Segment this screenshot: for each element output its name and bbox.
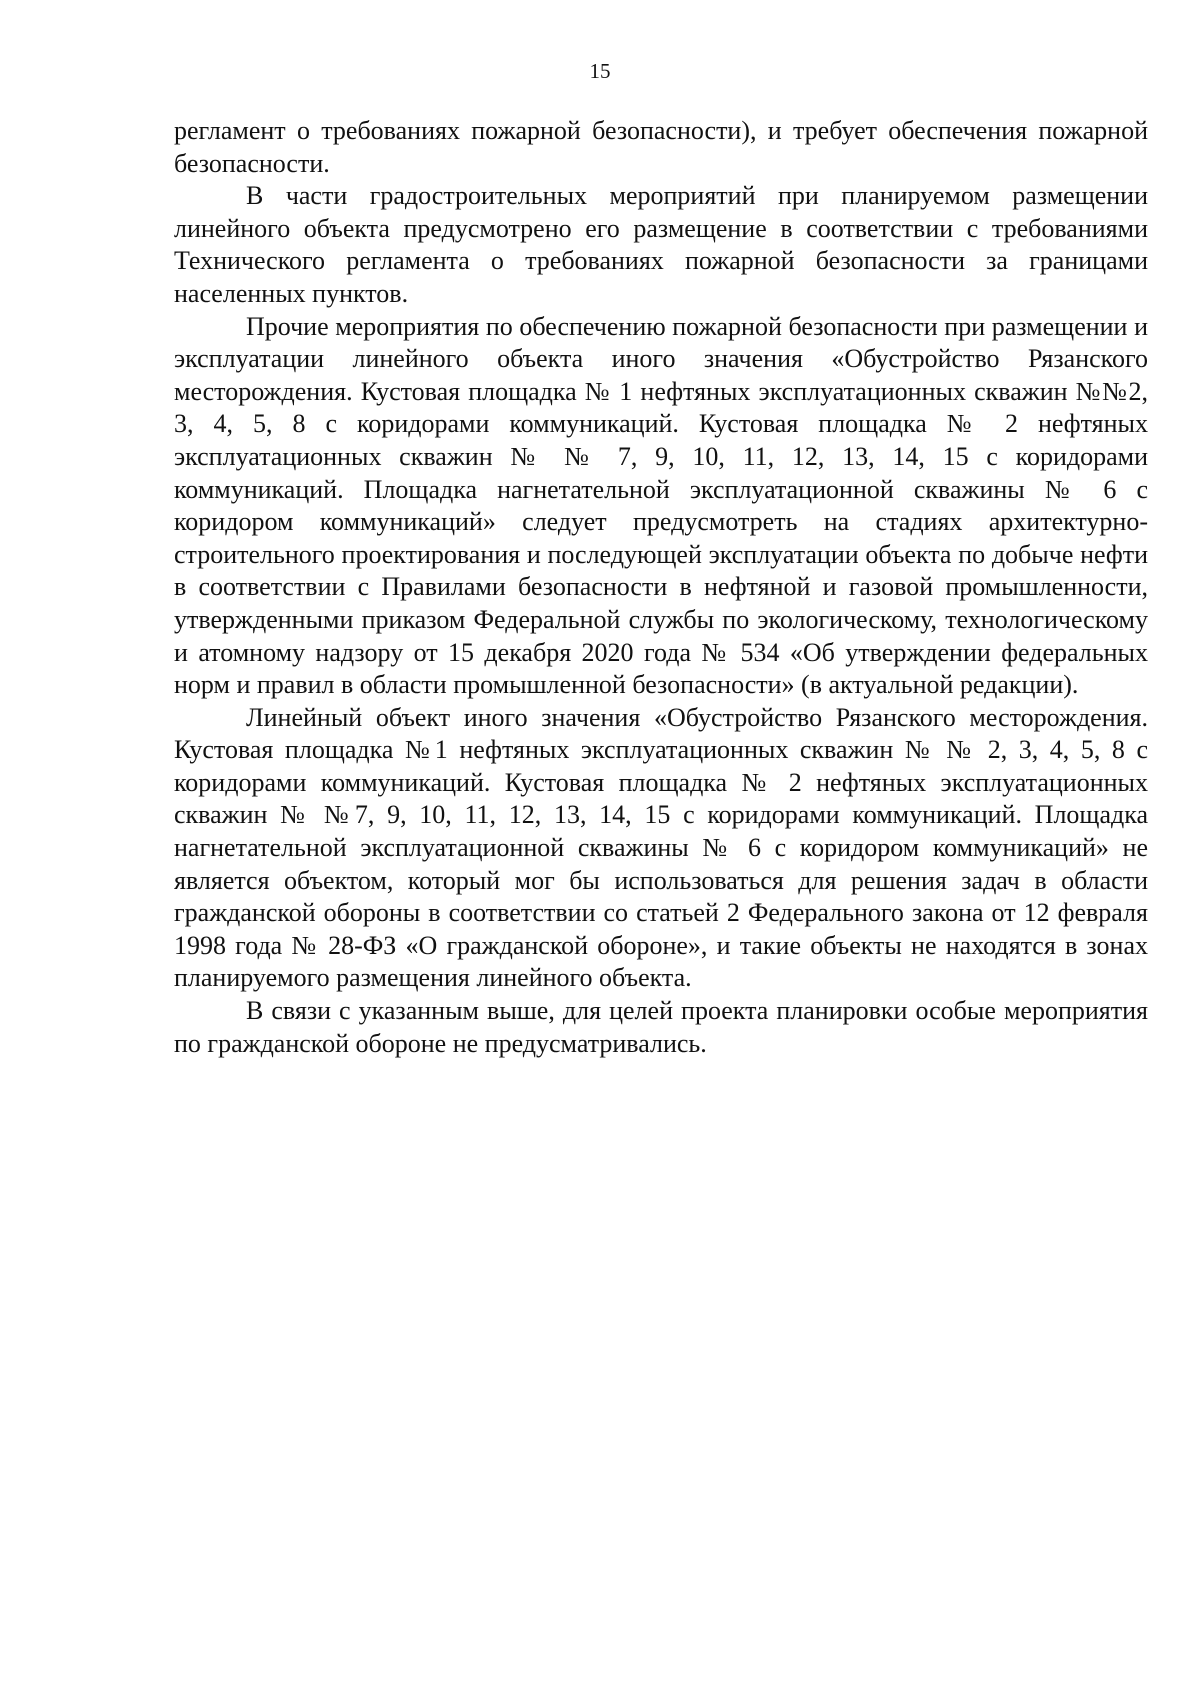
page-number: 15 <box>589 59 611 83</box>
paragraph-urban-planning-measures: В части градостроительных мероприятий при планируемом размещении линейного объекта предусмотрено его размещение в соответствии с требованиями Технического регламента о требованиях пожарной безопасности за границами населенных пунктов. <box>174 181 1148 308</box>
paragraph-continuation: регламент о требованиях пожарной безопасности), и требует обеспечения пожарной безопасности. <box>174 116 1148 178</box>
document-body <box>174 115 1148 1060</box>
paragraph-fire-safety-measures: Прочие мероприятия по обеспечению пожарной безопасности при размещении и эксплуатации линейного объекта иного значения «Обустройство Рязанского месторождения. Кустовая площадка № 1 нефтяных эксплуатационных скважин №№2, 3, 4, 5, 8 с коридорами коммуникаций. Кустовая площадка № 2 нефтяных эксплуатационных скважин № № 7, 9, 10, 11, 12, 13, 14, 15 с коридорами коммуникаций. Площадка нагнетательной эксплуатационной скважины № 6 с коридором коммуникаций» следует предусмотреть на стадиях архитектурно-строительного проектирования и последующей эксплуатации объекта по добыче нефти в соответствии с Правилами безопасности в нефтяной и газовой промышленности, утвержденными приказом Федеральной службы по экологическому, технологическому и атомному надзору от 15 декабря 2020 года № 534 «Об утверждении федеральных норм и правил в области промышленной безопасности» (в актуальной редакции). <box>174 311 1148 700</box>
paragraph-civil-defense-status: Линейный объект иного значения «Обустройство Рязанского месторождения. Кустовая площадка №1 нефтяных эксплуатационных скважин № № 2, 3, 4, 5, 8 с коридорами коммуникаций. Кустовая площадка № 2 нефтяных эксплуатационных скважин № №7, 9, 10, 11, 12, 13, 14, 15 с коридорами коммуникаций. Площадка нагнетательной эксплуатационной скважины № 6 с коридором коммуникаций» не является объектом, который мог бы использоваться для решения задач в области гражданской обороны в соответствии со статьей 2 Федерального закона от 12 февраля 1998 года № 28-ФЗ «О гражданской обороне», и такие объекты не находятся в зонах планируемого размещения линейного объекта. <box>174 702 1148 993</box>
paragraph-conclusion: В связи с указанным выше, для целей проекта планировки особые мероприятия по гражданской обороне не предусматривались. <box>174 996 1148 1058</box>
